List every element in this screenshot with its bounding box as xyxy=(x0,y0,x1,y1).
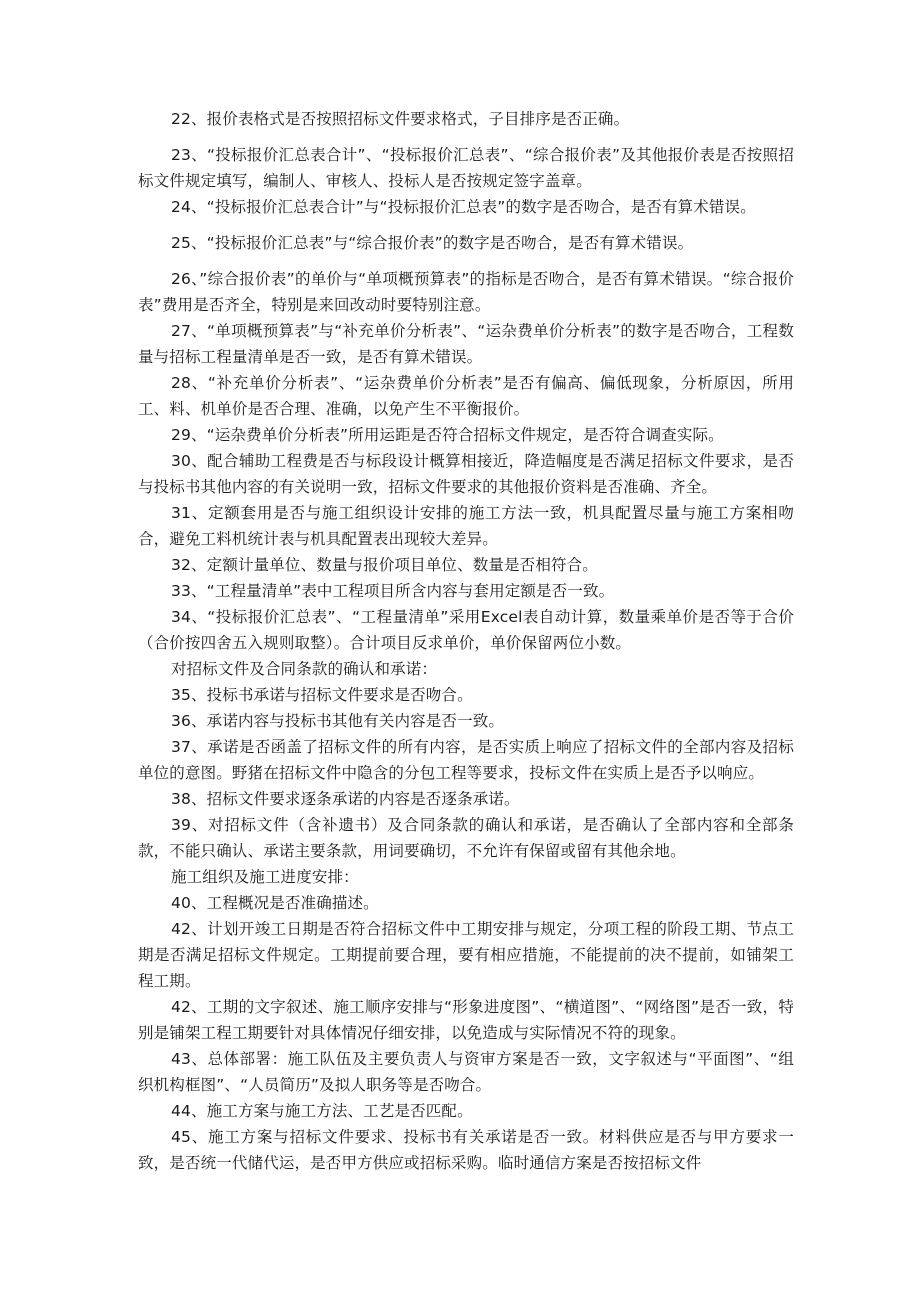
paragraph-35: 35、投标书承诺与招标文件要求是否吻合。 xyxy=(171,686,473,704)
paragraph-43: 43、总体部署：施工队伍及主要负责人与资审方案是否一致，文字叙述与“平面图”、“组织机构框图”、“人员简历”及拟人职务等是否吻合。 xyxy=(138,1050,794,1094)
paragraph-39: 39、对招标文件（含补遗书）及合同条款的确认和承诺，是否确认了全部内容和全部条款，不能只确认、承诺主要条款，用词要确切，不允许有保留或留有其他余地。 xyxy=(138,816,794,860)
paragraph-33: 33、“工程量清单”表中工程项目所含内容与套用定额是否一致。 xyxy=(171,582,615,600)
paragraph-42a: 42、计划开竣工日期是否符合招标文件中工期安排与规定，分项工程的阶段工期、节点工期是否满足招标文件规定。工期提前要合理，要有相应措施，不能提前的决不提前，如铺架工程工期。 xyxy=(138,920,794,990)
paragraph-36: 36、承诺内容与投标书其他有关内容是否一致。 xyxy=(171,712,505,730)
paragraph-44: 44、施工方案与施工方法、工艺是否匹配。 xyxy=(171,1102,473,1120)
paragraph-38: 38、招标文件要求逐条承诺的内容是否逐条承诺。 xyxy=(171,790,520,808)
paragraph-31: 31、定额套用是否与施工组织设计安排的施工方法一致，机具配置尽量与施工方案相吻合，避免工料机统计表与机具配置表出现较大差异。 xyxy=(138,504,794,548)
paragraph-22: 22、报价表格式是否按照招标文件要求格式，子目排序是否正确。 xyxy=(171,110,630,128)
paragraph-23: 23、“投标报价汇总表合计”、“投标报价汇总表”、“综合报价表”及其他报价表是否按照招标文件规定填写，编制人、审核人、投标人是否按规定签字盖章。 xyxy=(138,146,794,190)
document-body xyxy=(138,106,794,1176)
paragraph-24: 24、“投标报价汇总表合计”与“投标报价汇总表”的数字是否吻合，是否有算术错误。 xyxy=(171,198,756,216)
paragraph-40: 40、工程概况是否准确描述。 xyxy=(171,894,379,912)
paragraph-25: 25、“投标报价汇总表”与“综合报价表”的数字是否吻合，是否有算术错误。 xyxy=(171,234,694,252)
paragraph-34: 34、“投标报价汇总表”、“工程量清单”采用Excel表自动计算，数量乘单价是否等于合价（合价按四舍五入规则取整）。合计项目反求单价，单价保留两位小数。 xyxy=(138,608,794,652)
section-heading-contract-terms: 对招标文件及合同条款的确认和承诺： xyxy=(171,660,438,678)
paragraph-42b: 42、工期的文字叙述、施工顺序安排与“形象进度图”、“横道图”、“网络图”是否一致，特别是铺架工程工期要针对具体情况仔细安排，以免造成与实际情况不符的现象。 xyxy=(138,998,794,1042)
section-heading-construction-schedule: 施工组织及施工进度安排： xyxy=(171,868,359,886)
paragraph-26: 26、”综合报价表”的单价与“单项概预算表”的指标是否吻合，是否有算术错误。“综合报价表”费用是否齐全，特别是来回改动时要特别注意。 xyxy=(138,270,794,314)
paragraph-28: 28、“补充单价分析表”、“运杂费单价分析表”是否有偏高、偏低现象，分析原因，所用工、料、机单价是否合理、准确，以免产生不平衡报价。 xyxy=(138,374,794,418)
paragraph-29: 29、“运杂费单价分析表”所用运距是否符合招标文件规定，是否符合调查实际。 xyxy=(171,426,724,444)
paragraph-30: 30、配合辅助工程费是否与标段设计概算相接近，降造幅度是否满足招标文件要求，是否与投标书其他内容的有关说明一致，招标文件要求的其他报价资料是否准确、齐全。 xyxy=(138,452,794,496)
paragraph-37: 37、承诺是否函盖了招标文件的所有内容，是否实质上响应了招标文件的全部内容及招标单位的意图。野猪在招标文件中隐含的分包工程等要求，投标文件在实质上是否予以响应。 xyxy=(138,738,794,782)
paragraph-27: 27、“单项概预算表”与“补充单价分析表”、“运杂费单价分析表”的数字是否吻合，工程数量与招标工程量清单是否一致，是否有算术错误。 xyxy=(138,322,794,366)
paragraph-32: 32、定额计量单位、数量与报价项目单位、数量是否相符合。 xyxy=(171,556,598,574)
paragraph-45: 45、施工方案与招标文件要求、投标书有关承诺是否一致。材料供应是否与甲方要求一致，是否统一代储代运，是否甲方供应或招标采购。临时通信方案是否按招标文件 xyxy=(138,1128,794,1172)
